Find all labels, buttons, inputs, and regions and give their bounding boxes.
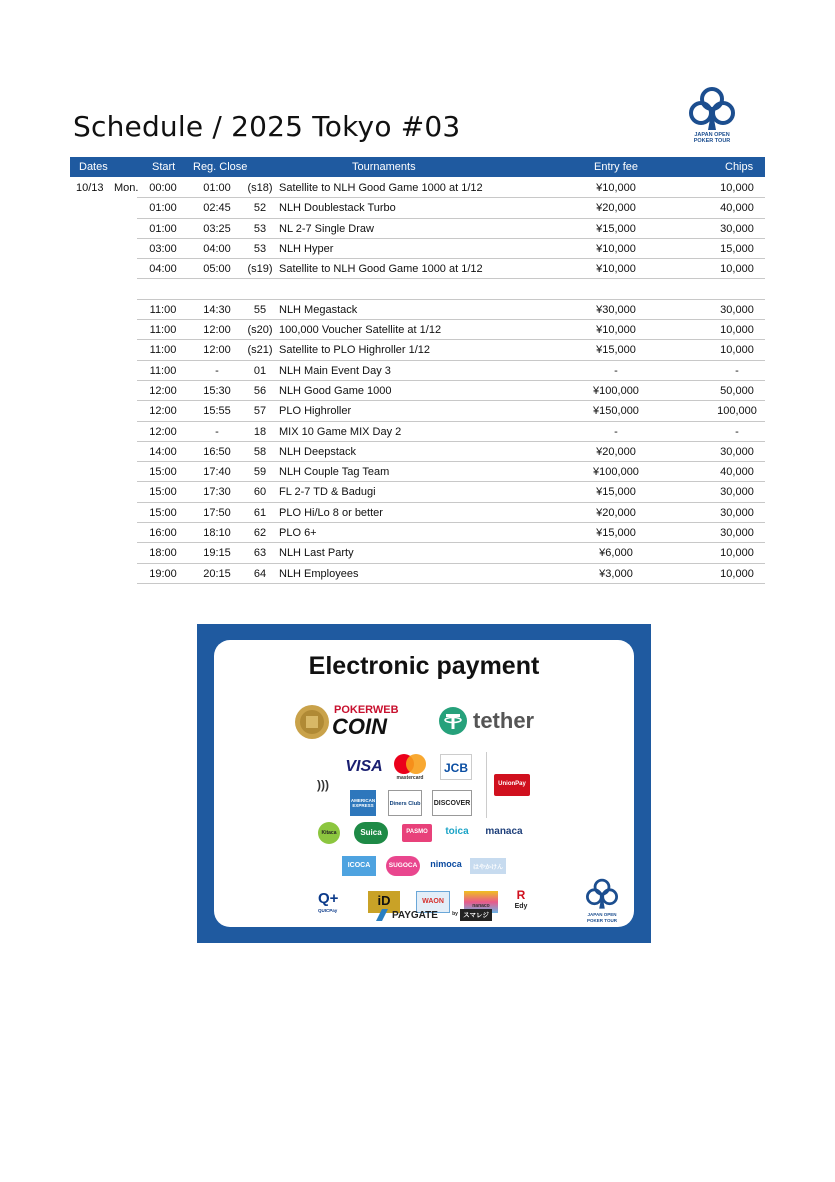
header-entry-fee: Entry fee xyxy=(594,161,639,173)
cell-chips: 40,000 xyxy=(720,466,754,479)
cell-tournament: PLO 6+ xyxy=(279,527,317,540)
cell-chips: 30,000 xyxy=(720,222,754,235)
cell-event-no: 18 xyxy=(253,425,267,438)
jopt-small-line1: JAPAN OPEN xyxy=(587,912,617,917)
table-row xyxy=(137,482,765,502)
cell-start: 12:00 xyxy=(149,384,177,397)
nimoca-logo: nimoca xyxy=(430,859,462,869)
cell-reg-close: 01:00 xyxy=(203,182,231,194)
cell-tournament: NLH Deepstack xyxy=(279,445,357,458)
cell-start: 15:00 xyxy=(149,506,177,519)
cell-reg-close: 12:00 xyxy=(203,344,231,357)
cell-start: 18:00 xyxy=(149,547,177,560)
logo-line1: JAPAN OPEN xyxy=(694,132,730,138)
icoca-logo: ICOCA xyxy=(342,856,376,876)
cell-tournament: NLH Main Event Day 3 xyxy=(279,364,391,377)
cell-event-no: 61 xyxy=(253,506,267,519)
tether-label: tether xyxy=(473,708,535,733)
id-logo: iD xyxy=(368,891,400,913)
cell-reg-close: 04:00 xyxy=(203,242,231,255)
cell-entry-fee: ¥10,000 xyxy=(596,182,636,194)
cell-event-no: (s20) xyxy=(247,324,273,337)
cell-entry-fee: ¥20,000 xyxy=(596,202,636,215)
unionpay-logo: UnionPay xyxy=(494,774,530,796)
cell-event-no: 52 xyxy=(253,202,267,215)
cell-start: 04:00 xyxy=(149,263,177,276)
table-row xyxy=(137,259,765,279)
cell-tournament: NLH Doublestack Turbo xyxy=(279,202,396,215)
tether-icon xyxy=(438,706,468,736)
pasmo-logo: PASMO xyxy=(402,824,432,842)
hayakaken-logo: はやかけん xyxy=(470,858,506,874)
table-row xyxy=(137,422,765,442)
cell-reg-close: - xyxy=(215,364,219,377)
jopt-logo xyxy=(688,86,736,146)
cell-chips: 30,000 xyxy=(720,506,754,519)
visa-logo: VISA xyxy=(345,758,383,775)
cell-chips: 100,000 xyxy=(717,405,757,418)
cell-entry-fee: ¥10,000 xyxy=(596,242,636,255)
cell-entry-fee: ¥6,000 xyxy=(599,547,633,560)
club-icon xyxy=(688,86,736,132)
cell-reg-close: 17:50 xyxy=(203,506,231,519)
cell-chips: 10,000 xyxy=(720,344,754,357)
cell-chips: 30,000 xyxy=(720,445,754,458)
cell-chips: 30,000 xyxy=(720,303,754,316)
cell-reg-close: 14:30 xyxy=(203,303,231,316)
cell-start: 12:00 xyxy=(149,405,177,418)
cell-reg-close: - xyxy=(215,425,219,438)
cell-chips: - xyxy=(735,364,739,377)
cell-entry-fee: ¥10,000 xyxy=(596,263,636,276)
cell-event-no: 60 xyxy=(253,486,267,499)
cell-event-no: 59 xyxy=(253,466,267,479)
cell-reg-close: 18:10 xyxy=(203,527,231,540)
table-row xyxy=(137,361,765,381)
date-day: 10/13 xyxy=(76,182,104,194)
cell-tournament: NL 2-7 Single Draw xyxy=(279,222,374,235)
paygate-label: PAYGATE xyxy=(392,910,438,921)
header-start: Start xyxy=(152,161,176,173)
toica-logo: toica xyxy=(445,826,469,837)
cell-event-no: 64 xyxy=(253,567,267,580)
cell-tournament: NLH Hyper xyxy=(279,242,334,255)
cell-event-no: 56 xyxy=(253,384,267,397)
cell-tournament: NLH Megastack xyxy=(279,303,358,316)
date-weekday: Mon. xyxy=(114,182,139,194)
table-row xyxy=(137,503,765,523)
waon-logo: WAON xyxy=(416,891,450,913)
cell-start: 11:00 xyxy=(149,364,177,377)
mastercard-icon xyxy=(392,753,428,777)
cell-entry-fee: ¥10,000 xyxy=(596,324,636,337)
jopt-small-club-icon xyxy=(584,878,620,910)
coin-label: COIN xyxy=(332,714,387,739)
cell-event-no: (s18) xyxy=(247,182,273,194)
cell-start: 00:00 xyxy=(149,182,177,194)
edy-logo: Edy xyxy=(514,903,528,910)
cell-start: 19:00 xyxy=(149,567,177,580)
cell-chips: 10,000 xyxy=(720,324,754,337)
cell-start: 14:00 xyxy=(149,445,177,458)
cell-entry-fee: ¥100,000 xyxy=(593,466,639,479)
table-row xyxy=(137,564,765,584)
quicpay-logo: Q+ xyxy=(318,890,339,907)
cell-reg-close: 17:40 xyxy=(203,466,231,479)
header-tournaments: Tournaments xyxy=(352,161,416,173)
cell-event-no: 01 xyxy=(253,364,267,377)
discover-logo: DISCOVER xyxy=(432,790,472,816)
cell-reg-close: 02:45 xyxy=(203,202,231,215)
cell-start: 11:00 xyxy=(149,324,177,337)
card-divider xyxy=(486,752,487,818)
cell-reg-close: 17:30 xyxy=(203,486,231,499)
cell-tournament: NLH Good Game 1000 xyxy=(279,384,392,397)
cell-event-no: 53 xyxy=(253,222,267,235)
cell-reg-close: 15:30 xyxy=(203,384,231,397)
table-row xyxy=(137,239,765,259)
cell-start: 12:00 xyxy=(149,425,177,438)
cell-entry-fee: ¥150,000 xyxy=(593,405,639,418)
payment-card xyxy=(214,640,634,927)
cell-reg-close: 16:50 xyxy=(203,445,231,458)
diners-logo: Diners Club xyxy=(388,790,422,816)
manaca-logo: manaca xyxy=(485,826,523,837)
cell-start: 11:00 xyxy=(149,303,177,316)
cell-entry-fee: - xyxy=(614,425,618,438)
kitaca-logo: Kitaca xyxy=(318,822,340,844)
cell-chips: 40,000 xyxy=(720,202,754,215)
table-row xyxy=(137,401,765,421)
table-row xyxy=(137,523,765,543)
cell-event-no: 57 xyxy=(253,405,267,418)
cell-reg-close: 12:00 xyxy=(203,324,231,337)
cell-tournament: NLH Employees xyxy=(279,567,359,580)
cell-chips: 30,000 xyxy=(720,527,754,540)
cell-tournament: 100,000 Voucher Satellite at 1/12 xyxy=(279,324,442,337)
cell-tournament: MIX 10 Game MIX Day 2 xyxy=(279,425,402,438)
paygate-by: by xyxy=(452,911,458,917)
cell-tournament: FL 2-7 TD & Badugi xyxy=(279,486,376,499)
cell-entry-fee: ¥15,000 xyxy=(596,344,636,357)
cell-tournament: Satellite to PLO Highroller 1/12 xyxy=(279,344,431,357)
rakuten-r-icon: R xyxy=(516,888,526,902)
table-row xyxy=(137,320,765,340)
jopt-small-line2: POKER TOUR xyxy=(587,918,617,923)
pokerweb-label: POKERWEB xyxy=(334,704,399,716)
cell-chips: 10,000 xyxy=(720,547,754,560)
cell-entry-fee: ¥20,000 xyxy=(596,445,636,458)
cell-chips: 15,000 xyxy=(720,242,754,255)
suica-logo: Suica xyxy=(354,822,388,844)
cell-entry-fee: ¥15,000 xyxy=(596,486,636,499)
header-dates: Dates xyxy=(79,161,108,173)
cell-tournament: NLH Couple Tag Team xyxy=(279,466,390,479)
cell-chips: - xyxy=(735,425,739,438)
contactless-icon: ))) xyxy=(317,778,329,792)
table-row xyxy=(137,442,765,462)
cell-tournament: Satellite to NLH Good Game 1000 at 1/12 xyxy=(279,263,483,276)
cell-start: 03:00 xyxy=(149,242,177,255)
cell-start: 15:00 xyxy=(149,486,177,499)
header-reg-close: Reg. Close xyxy=(193,161,248,173)
cell-start: 01:00 xyxy=(149,222,177,235)
table-row xyxy=(137,198,765,218)
cell-event-no: 58 xyxy=(253,445,267,458)
cell-entry-fee: ¥100,000 xyxy=(593,384,639,397)
table-row xyxy=(137,279,765,299)
amex-logo: AMERICAN EXPRESS xyxy=(350,790,376,816)
cell-reg-close: 05:00 xyxy=(203,263,231,276)
table-row xyxy=(137,462,765,482)
cell-start: 16:00 xyxy=(149,527,177,540)
page-title: Schedule / 2025 Tokyo #03 xyxy=(73,110,461,143)
cell-chips: 10,000 xyxy=(720,182,754,194)
cell-entry-fee: - xyxy=(614,364,618,377)
cell-entry-fee: ¥20,000 xyxy=(596,506,636,519)
cell-event-no: (s19) xyxy=(247,263,273,276)
cell-event-no: 53 xyxy=(253,242,267,255)
coin-icon xyxy=(294,704,330,740)
payment-banner xyxy=(197,624,651,943)
sugoca-logo: SUGOCA xyxy=(386,856,420,876)
header-chips: Chips xyxy=(725,161,754,173)
cell-entry-fee: ¥30,000 xyxy=(596,303,636,316)
table-row xyxy=(137,340,765,360)
table-row xyxy=(137,381,765,401)
cell-event-no: 63 xyxy=(253,547,267,560)
cell-reg-close: 03:25 xyxy=(203,222,231,235)
logo-line2: POKER TOUR xyxy=(693,138,731,144)
cell-event-no: 62 xyxy=(253,527,267,540)
cell-entry-fee: ¥3,000 xyxy=(599,567,633,580)
cell-chips: 10,000 xyxy=(720,567,754,580)
cell-start: 01:00 xyxy=(149,202,177,215)
cell-reg-close: 20:15 xyxy=(203,567,231,580)
cell-chips: 10,000 xyxy=(720,263,754,276)
table-row xyxy=(137,178,765,198)
jcb-logo: JCB xyxy=(440,754,472,780)
table-header xyxy=(70,157,765,177)
payment-title: Electronic payment xyxy=(308,652,540,680)
mastercard-label: mastercard xyxy=(396,775,424,781)
cell-reg-close: 19:15 xyxy=(203,547,231,560)
cell-tournament: Satellite to NLH Good Game 1000 at 1/12 xyxy=(279,182,483,194)
paygate-icon xyxy=(374,908,390,922)
table-row xyxy=(137,219,765,239)
cell-event-no: 55 xyxy=(253,303,267,316)
cell-tournament: PLO Hi/Lo 8 or better xyxy=(279,506,383,519)
cell-chips: 30,000 xyxy=(720,486,754,499)
cell-entry-fee: ¥15,000 xyxy=(596,527,636,540)
quicpay-label: QUICPay xyxy=(318,908,338,913)
cell-reg-close: 15:55 xyxy=(203,405,231,418)
nanaco-logo: nanaco xyxy=(464,891,498,913)
cell-event-no: (s21) xyxy=(247,344,273,357)
cell-start: 11:00 xyxy=(149,344,177,357)
table-row xyxy=(137,300,765,320)
cell-entry-fee: ¥15,000 xyxy=(596,222,636,235)
smaregi-logo: スマレジ xyxy=(460,909,492,921)
table-row xyxy=(137,543,765,563)
cell-tournament: PLO Highroller xyxy=(279,405,352,418)
schedule-rows xyxy=(137,178,765,584)
cell-chips: 50,000 xyxy=(720,384,754,397)
cell-tournament: NLH Last Party xyxy=(279,547,354,560)
cell-start: 15:00 xyxy=(149,466,177,479)
